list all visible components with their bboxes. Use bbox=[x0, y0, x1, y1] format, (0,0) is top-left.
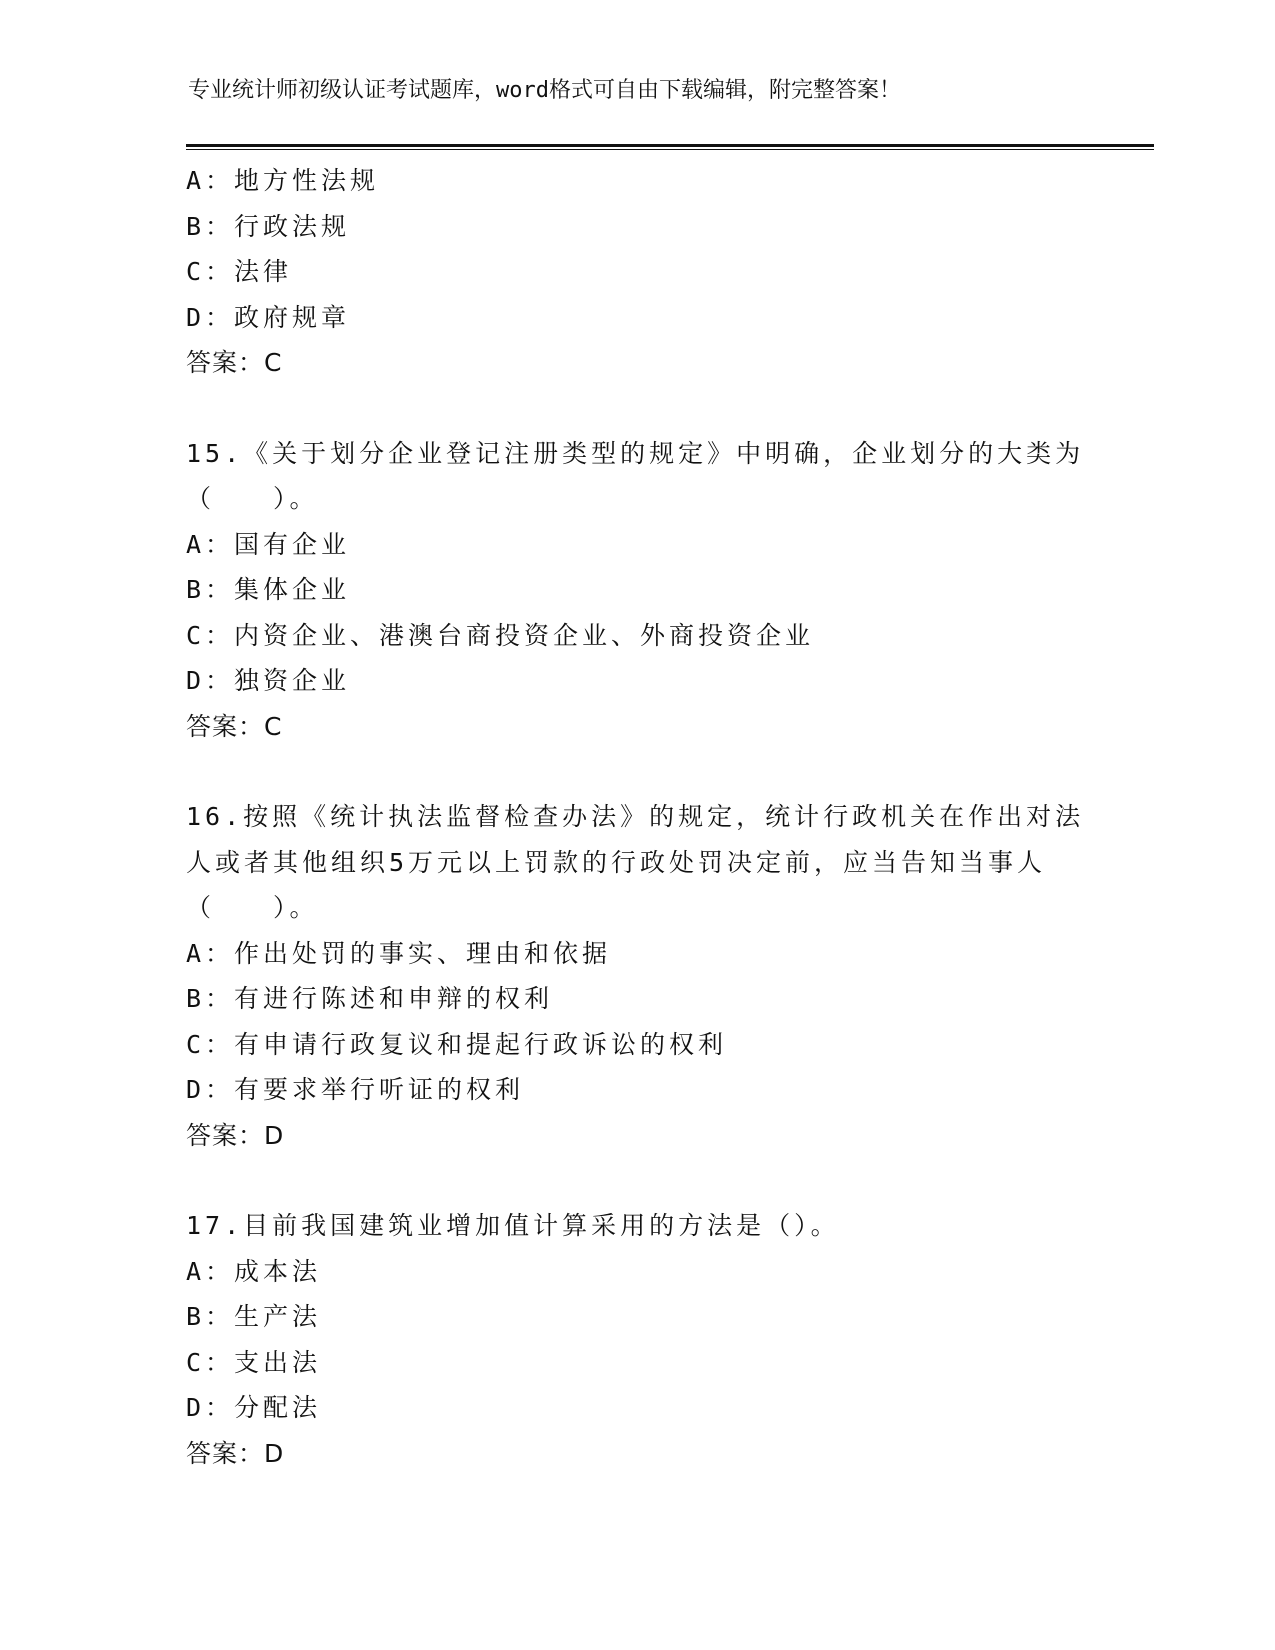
option-b: B：行政法规 bbox=[186, 211, 351, 241]
option-c: C：法律 bbox=[186, 257, 293, 286]
option-c: C：有申请行政复议和提起行政诉讼的权利 bbox=[186, 1029, 728, 1059]
option-a: A：作出处罚的事实、理由和依据 bbox=[186, 938, 612, 968]
question-14-continued bbox=[186, 158, 1086, 386]
answer: 答案：D bbox=[186, 1120, 285, 1150]
answer: 答案：C bbox=[186, 348, 283, 377]
question-list bbox=[186, 158, 1086, 1476]
option-b: B：生产法 bbox=[186, 1302, 322, 1331]
option-b: B：集体企业 bbox=[186, 575, 351, 604]
option-d: D：独资企业 bbox=[186, 666, 351, 695]
question-stem: （ ）。 bbox=[186, 893, 319, 922]
option-a: A：地方性法规 bbox=[186, 166, 380, 195]
option-d: D：有要求举行听证的权利 bbox=[186, 1075, 525, 1104]
answer: 答案：D bbox=[186, 1438, 285, 1468]
question-stem: 16.按照《统计执法监督检查办法》的规定，统计行政机关在作出对法 bbox=[186, 802, 1085, 831]
question-stem: 人或者其他组织5万元以上罚款的行政处罚决定前，应当告知当事人 bbox=[186, 847, 1047, 877]
header-divider bbox=[186, 144, 1154, 150]
page-header: 专业统计师初级认证考试题库，word格式可自由下载编辑，附完整答案！ bbox=[188, 78, 901, 103]
option-d: D：政府规章 bbox=[186, 302, 351, 332]
question-stem: 15.《关于划分企业登记注册类型的规定》中明确，企业划分的大类为 bbox=[186, 438, 1085, 468]
option-d: D：分配法 bbox=[186, 1393, 322, 1422]
option-c: C：内资企业、港澳台商投资企业、外商投资企业 bbox=[186, 620, 815, 650]
question-stem: （ ）。 bbox=[186, 484, 319, 513]
option-a: A：国有企业 bbox=[186, 529, 351, 559]
question-15 bbox=[186, 431, 1086, 750]
option-a: A：成本法 bbox=[186, 1256, 322, 1286]
question-stem: 17.目前我国建筑业增加值计算采用的方法是（）。 bbox=[186, 1211, 840, 1240]
option-c: C：支出法 bbox=[186, 1347, 322, 1377]
question-16 bbox=[186, 794, 1086, 1158]
option-b: B：有进行陈述和申辩的权利 bbox=[186, 984, 554, 1013]
question-17 bbox=[186, 1203, 1086, 1476]
answer: 答案：C bbox=[186, 711, 283, 741]
